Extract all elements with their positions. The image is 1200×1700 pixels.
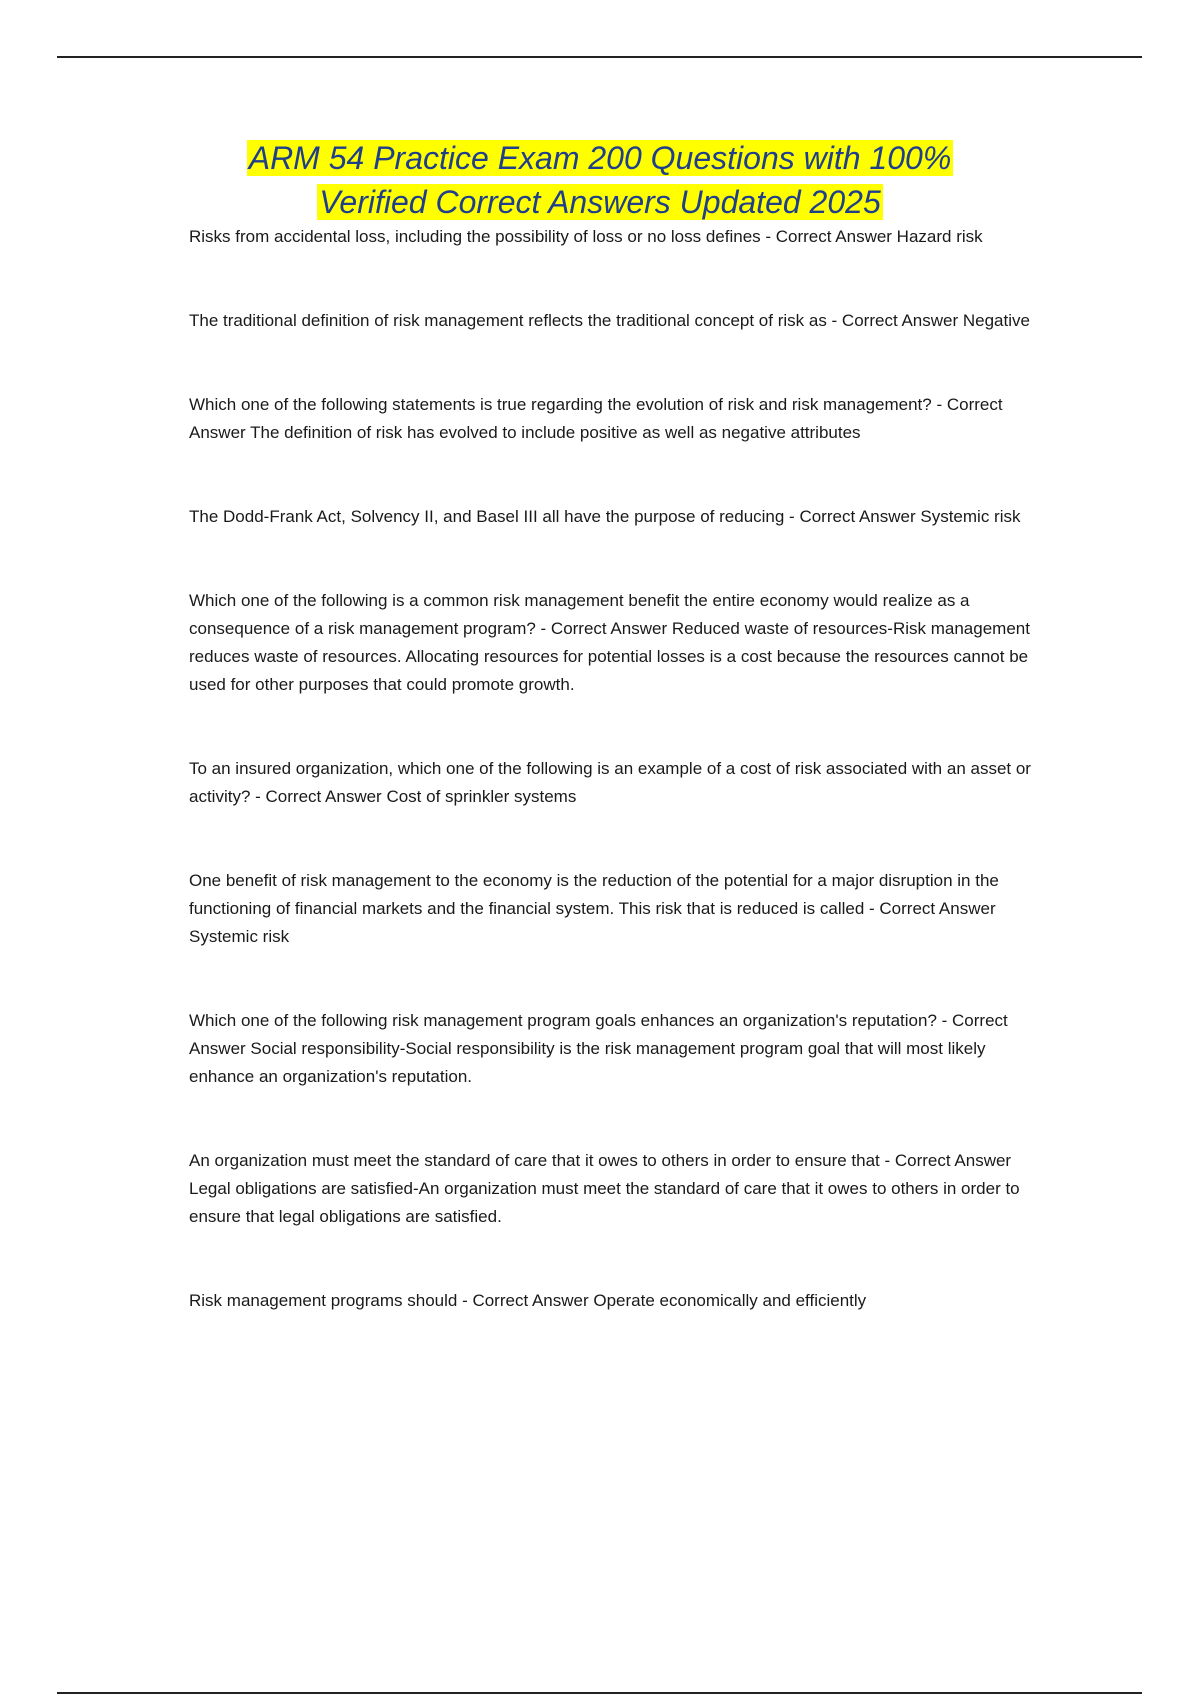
qa-list xyxy=(189,223,1049,1371)
qa-item: The Dodd-Frank Act, Solvency II, and Basel III all have the purpose of reducing - Correct Answer Systemic risk xyxy=(189,507,1021,526)
qa-item: An organization must meet the standard of care that it owes to others in order to ensure that - Correct Answer Legal obligations are satisfied-An organization must meet the standard of care that it owes to others in order to ensure that legal obligations are satisfied. xyxy=(189,1151,1020,1226)
qa-item: Risks from accidental loss, including the possibility of loss or no loss defines - Correct Answer Hazard risk xyxy=(189,227,983,246)
qa-item: The traditional definition of risk management reflects the traditional concept of risk as - Correct Answer Negative xyxy=(189,311,1030,330)
title-line-1: ARM 54 Practice Exam 200 Questions with 100% xyxy=(248,140,952,176)
title-line-2: Verified Correct Answers Updated 2025 xyxy=(319,184,881,220)
qa-item: Which one of the following statements is true regarding the evolution of risk and risk management? - Correct Answer The definition of risk has evolved to include positive as well as negative attributes xyxy=(189,395,1003,442)
bottom-rule xyxy=(57,1692,1142,1694)
document-title xyxy=(0,136,1200,224)
top-rule xyxy=(57,56,1142,58)
qa-item: Risk management programs should - Correct Answer Operate economically and efficiently xyxy=(189,1291,867,1310)
qa-item: Which one of the following risk management program goals enhances an organization's reputation? - Correct Answer Social responsibility-Social responsibility is the risk management program goal that will most likely enhance an organization's reputation. xyxy=(189,1011,1008,1086)
qa-item: To an insured organization, which one of the following is an example of a cost of risk associated with an asset or activity? - Correct Answer Cost of sprinkler systems xyxy=(189,759,1031,806)
qa-item: Which one of the following is a common risk management benefit the entire economy would realize as a consequence of a risk management program? - Correct Answer Reduced waste of resources-Risk management reduces waste of resources. Allocating resources for potential losses is a cost because the resources cannot be used for other purposes that could promote growth. xyxy=(189,591,1030,694)
qa-item: One benefit of risk management to the economy is the reduction of the potential for a major disruption in the functioning of financial markets and the financial system. This risk that is reduced is called - Correct Answer Systemic risk xyxy=(189,871,999,946)
